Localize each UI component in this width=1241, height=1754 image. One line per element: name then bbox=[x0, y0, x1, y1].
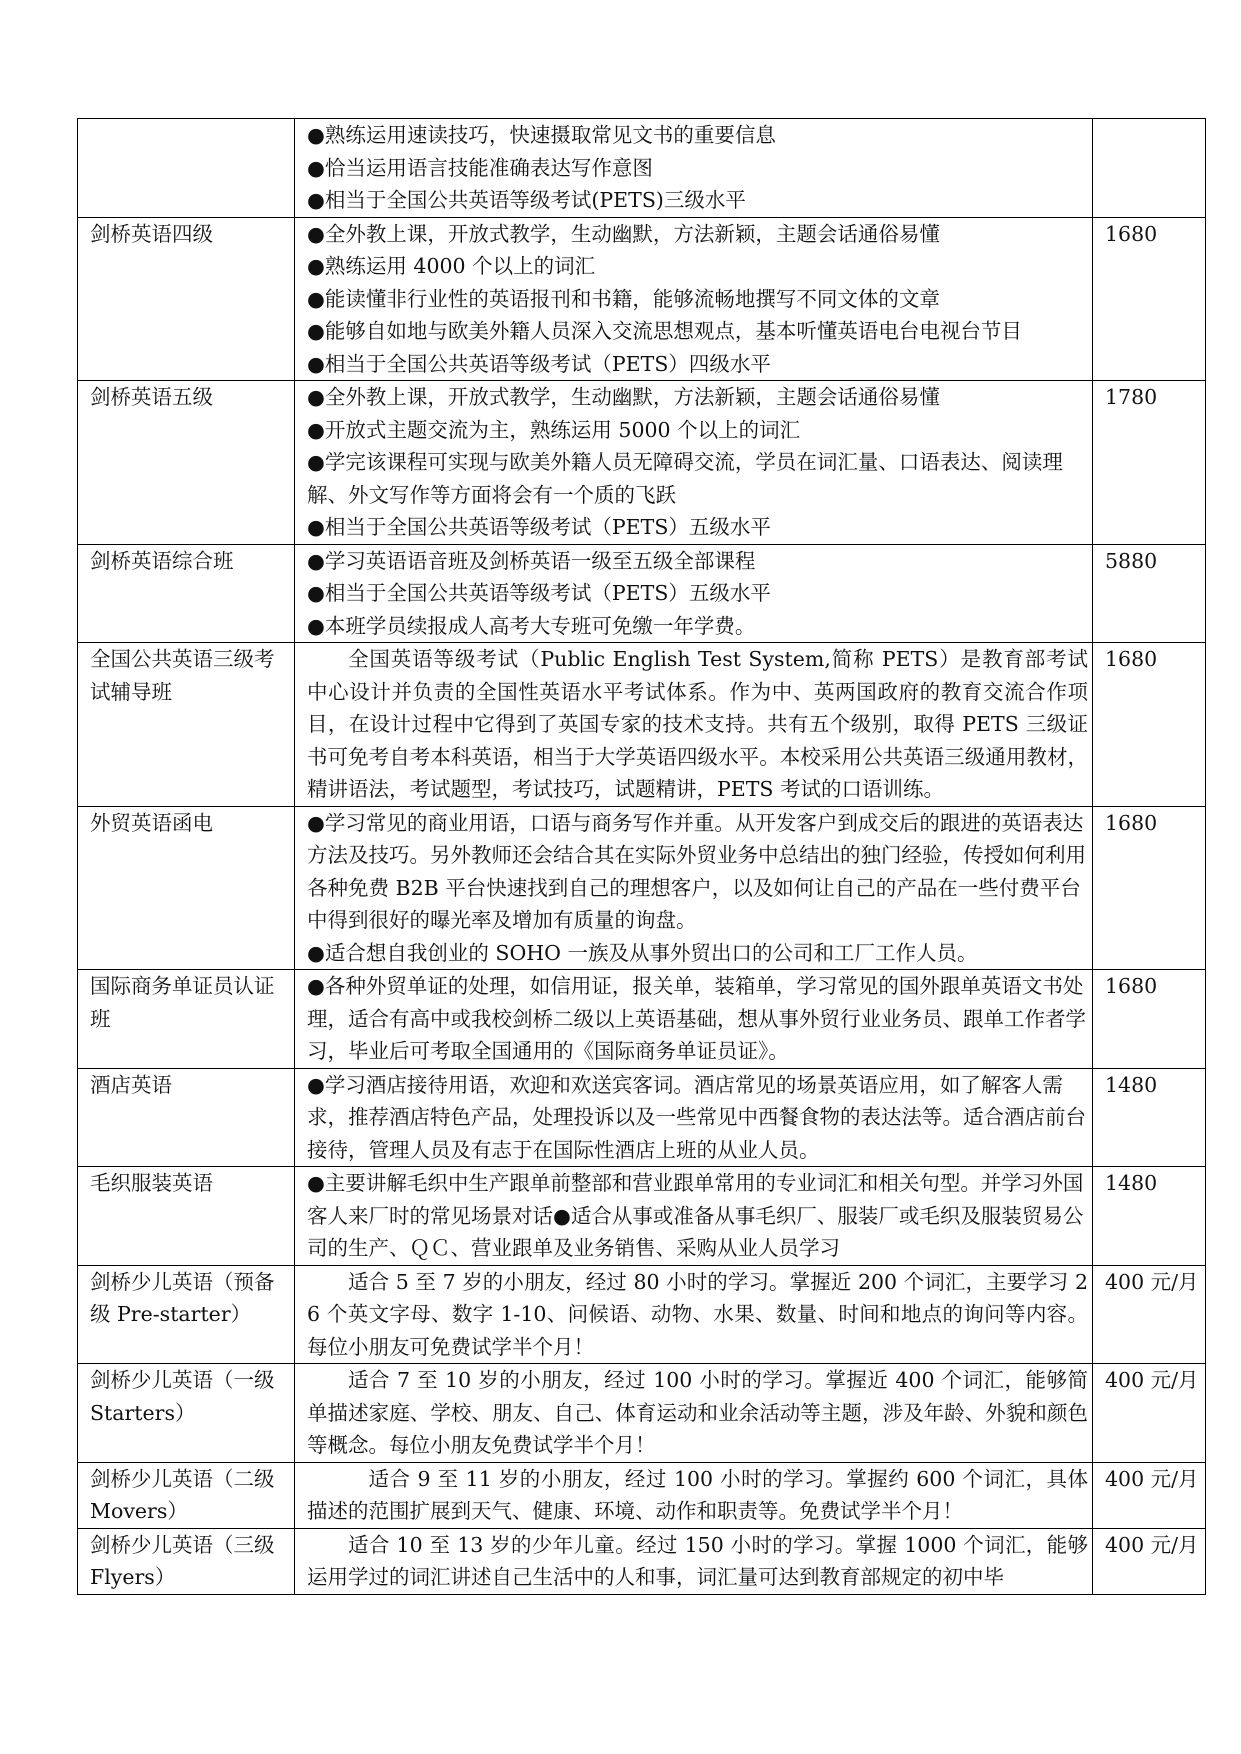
description-paragraph: 适合 10 至 13 岁的少年儿童。经过 150 小时的学习。掌握 1000 个词汇，能够运用学过的词汇讲述自己生活中的人和事，词汇量可达到教育部规定的初中毕 bbox=[307, 1532, 1088, 1589]
description-line: ●主要讲解毛织中生产跟单前整部和营业跟单常用的专业词汇和相关句型。并学习外国客人来厂时的常见场景对话●适合从事或准备从事毛织厂、服装厂或毛织及服装贸易公司的生产、ＱＣ、营业跟单及业务销售、采购从业人员学习 bbox=[307, 1171, 1084, 1260]
course-description bbox=[295, 1068, 1093, 1167]
course-price: 1680 bbox=[1093, 806, 1206, 970]
course-price: 1680 bbox=[1093, 217, 1206, 381]
course-price: 400 元/月 bbox=[1093, 1462, 1206, 1528]
course-row bbox=[78, 643, 1206, 807]
course-description bbox=[295, 970, 1093, 1069]
course-table-body bbox=[78, 119, 1206, 1595]
course-description bbox=[295, 1528, 1093, 1594]
description-line: ●恰当运用语言技能准确表达写作意图 bbox=[307, 155, 653, 180]
course-price: 1680 bbox=[1093, 643, 1206, 807]
description-line: ●适合想自我创业的 SOHO 一族及从事外贸出口的公司和工厂工作人员。 bbox=[307, 940, 978, 965]
course-description bbox=[295, 1462, 1093, 1528]
course-name: 酒店英语 bbox=[78, 1068, 295, 1167]
description-paragraph: 适合 5 至 7 岁的小朋友，经过 80 小时的学习。掌握近 200 个词汇，主要学习 26 个英文字母、数字 1-10、问候语、动物、水果、数量、时间和地点的询问等内容。每位小朋友可免费试学半个月！ bbox=[307, 1269, 1088, 1359]
course-row bbox=[78, 1528, 1206, 1594]
description-paragraph: 适合 9 至 11 岁的小朋友，经过 100 小时的学习。掌握约 600 个词汇，具体描述的范围扩展到天气、健康、环境、动作和职责等。免费试学半个月！ bbox=[307, 1466, 1088, 1523]
course-price bbox=[1093, 119, 1206, 218]
description-line: ●全外教上课，开放式教学，生动幽默，方法新颖，主题会话通俗易懂 bbox=[307, 221, 940, 246]
course-name: 国际商务单证员认证班 bbox=[78, 970, 295, 1069]
course-name: 剑桥英语综合班 bbox=[78, 544, 295, 643]
description-line: ●学习英语语音班及剑桥英语一级至五级全部课程 bbox=[307, 548, 756, 573]
description-line: ●熟练运用 4000 个以上的词汇 bbox=[307, 254, 596, 278]
course-name: 毛织服装英语 bbox=[78, 1167, 295, 1266]
course-row bbox=[78, 1068, 1206, 1167]
course-price: 400 元/月 bbox=[1093, 1364, 1206, 1463]
course-description bbox=[295, 643, 1093, 807]
description-line: ●能够自如地与欧美外籍人员深入交流思想观点，基本听懂英语电台电视台节目 bbox=[307, 319, 1022, 343]
course-row bbox=[78, 1265, 1206, 1364]
description-line: ●开放式主题交流为主，熟练运用 5000 个以上的词汇 bbox=[307, 417, 801, 442]
course-description bbox=[295, 1364, 1093, 1463]
course-description bbox=[295, 544, 1093, 643]
course-row bbox=[78, 544, 1206, 643]
course-description bbox=[295, 806, 1093, 970]
course-row bbox=[78, 1364, 1206, 1463]
description-line: ●相当于全国公共英语等级考试(PETS)三级水平 bbox=[307, 188, 746, 212]
course-price: 5880 bbox=[1093, 544, 1206, 643]
course-description bbox=[295, 217, 1093, 381]
course-price: 400 元/月 bbox=[1093, 1528, 1206, 1594]
course-table bbox=[77, 118, 1206, 1595]
course-row bbox=[78, 1462, 1206, 1528]
course-name bbox=[78, 119, 295, 218]
course-price: 1480 bbox=[1093, 1068, 1206, 1167]
course-price: 400 元/月 bbox=[1093, 1265, 1206, 1364]
description-line: ●学习常见的商业用语，口语与商务写作并重。从开发客户到成交后的跟进的英语表达方法及技巧。另外教师还会结合其在实际外贸业务中总结出的独门经验，传授如何利用各种免费 B2B 平台快速找到自己的理想客户，以及如何让自己的产品在一些付费平台中得到很好的曝光率及增加有质量的询盘。 bbox=[307, 810, 1086, 932]
course-row bbox=[78, 217, 1206, 381]
course-price: 1780 bbox=[1093, 381, 1206, 545]
course-description bbox=[295, 1265, 1093, 1364]
course-name: 全国公共英语三级考试辅导班 bbox=[78, 643, 295, 807]
course-row bbox=[78, 1167, 1206, 1266]
description-line: ●本班学员续报成人高考大专班可免缴一年学费。 bbox=[307, 613, 756, 638]
description-line: ●学完该课程可实现与欧美外籍人员无障碍交流，学员在词汇量、口语表达、阅读理解、外文写作等方面将会有一个质的飞跃 bbox=[307, 450, 1063, 507]
description-line: ●相当于全国公共英语等级考试（PETS）四级水平 bbox=[307, 351, 771, 376]
description-line: ●全外教上课，开放式教学，生动幽默，方法新颖，主题会话通俗易懂 bbox=[307, 385, 940, 409]
description-line: ●能读懂非行业性的英语报刊和书籍，能够流畅地撰写不同文体的文章 bbox=[307, 286, 940, 311]
course-name: 剑桥少儿英语（预备级 Pre-starter） bbox=[78, 1265, 295, 1364]
course-description bbox=[295, 381, 1093, 545]
description-line: ●相当于全国公共英语等级考试（PETS）五级水平 bbox=[307, 581, 771, 605]
description-paragraph: 适合 7 至 10 岁的小朋友，经过 100 小时的学习。掌握近 400 个词汇，能够简单描述家庭、学校、朋友、自己、体育运动和业余活动等主题，涉及年龄、外貌和颜色等概念。每位小朋友免费试学半个月！ bbox=[307, 1368, 1088, 1457]
course-name: 剑桥英语四级 bbox=[78, 217, 295, 381]
course-name: 剑桥英语五级 bbox=[78, 381, 295, 545]
course-price: 1680 bbox=[1093, 970, 1206, 1069]
course-row bbox=[78, 970, 1206, 1069]
course-name: 剑桥少儿英语（二级 Movers） bbox=[78, 1462, 295, 1528]
description-line: ●学习酒店接待用语，欢迎和欢送宾客词。酒店常见的场景英语应用，如了解客人需求，推荐酒店特色产品，处理投诉以及一些常见中西餐食物的表达法等。适合酒店前台接待，管理人员及有志于在国际性酒店上班的从业人员。 bbox=[307, 1072, 1086, 1162]
description-paragraph: 全国英语等级考试（Public English Test System,简称 PETS）是教育部考试中心设计并负责的全国性英语水平考试体系。作为中、英两国政府的教育交流合作项目，在设计过程中它得到了英国专家的技术支持。共有五个级别，取得 PETS 三级证书可免考自考本科英语，相当于大学英语四级水平。本校采用公共英语三级通用教材，精讲语法，考试题型，考试技巧，试题精讲，PETS 考试的口语训练。 bbox=[307, 647, 1088, 801]
description-line: ●各种外贸单证的处理，如信用证，报关单，装箱单，学习常见的国外跟单英语文书处理，适合有高中或我校剑桥二级以上英语基础，想从事外贸行业业务员、跟单工作者学习，毕业后可考取全国通用的《国际商务单证员证》。 bbox=[307, 974, 1086, 1063]
course-name: 剑桥少儿英语（一级 Starters） bbox=[78, 1364, 295, 1463]
course-price: 1480 bbox=[1093, 1167, 1206, 1266]
description-line: ●相当于全国公共英语等级考试（PETS）五级水平 bbox=[307, 515, 771, 539]
course-description bbox=[295, 119, 1093, 218]
course-row bbox=[78, 381, 1206, 545]
course-description bbox=[295, 1167, 1093, 1266]
course-name: 剑桥少儿英语（三级 Flyers） bbox=[78, 1528, 295, 1594]
course-name: 外贸英语函电 bbox=[78, 806, 295, 970]
course-row bbox=[78, 806, 1206, 970]
course-row bbox=[78, 119, 1206, 218]
description-line: ●熟练运用速读技巧，快速摄取常见文书的重要信息 bbox=[307, 123, 776, 147]
